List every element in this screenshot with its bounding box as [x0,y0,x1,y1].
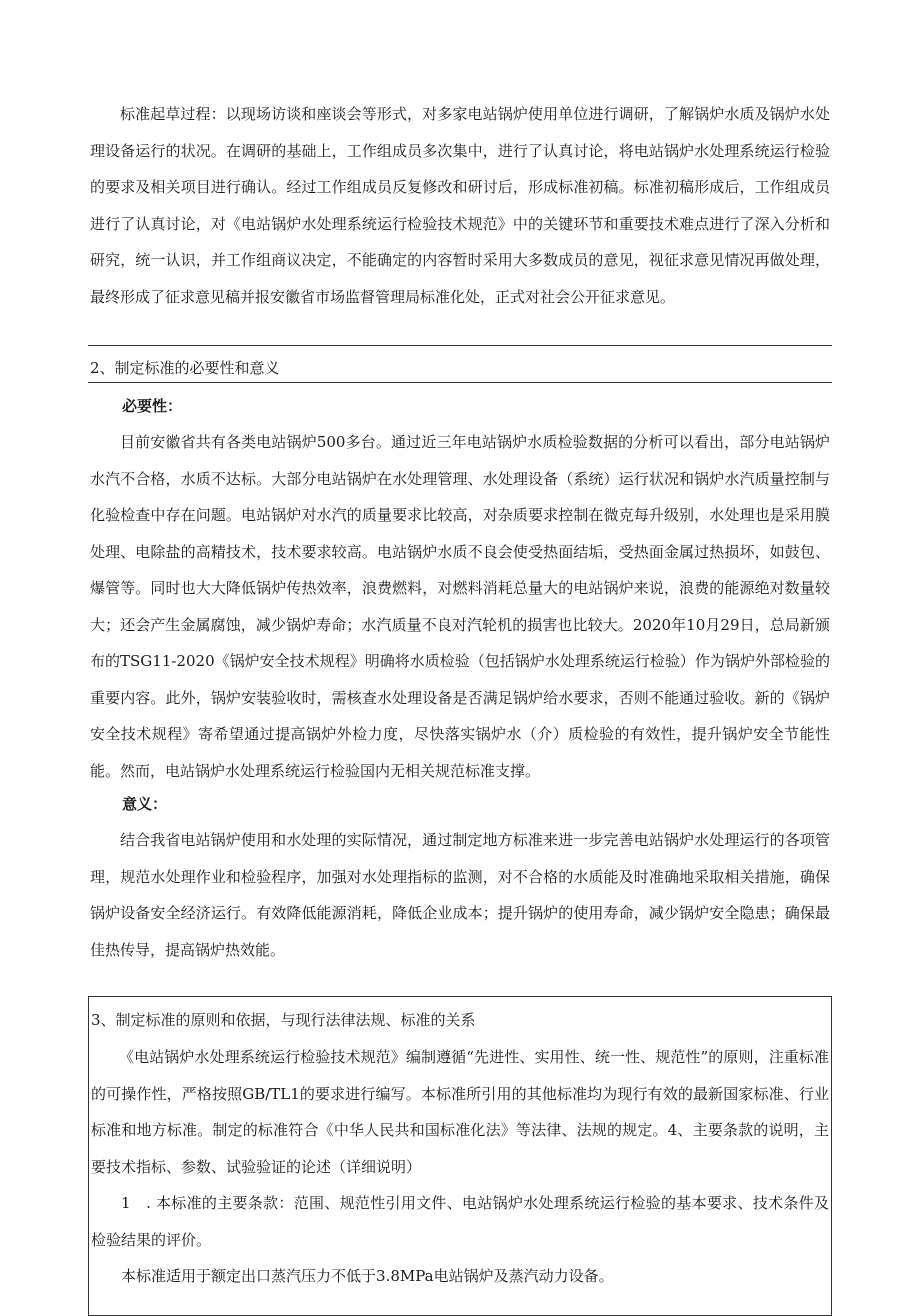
section3-paragraph: 《电站锅炉水处理系统运行检验技术规范》编制遵循“先进性、实用性、统一性、规范性”的原则，注重标准的可操作性，严格按照GB/TL1的要求进行编写。本标准所引用的其他标准均为现行有效的最新国家标准、行业标准和地方标准。制定的标准符合《中华人民共和国标准化法》等法律、法规的规定。4、主要条款的说明，主要技术指标、参数、试验验证的论述（详细说明） [91,1048,829,1176]
meaning-paragraph: 结合我省电站锅炉使用和水处理的实际情况，通过制定地方标准来进一步完善电站锅炉水处理运行的各项管理，规范水处理作业和检验程序，加强对水处理指标的监测，对不合格的水质能及时准确地采取相关措施，确保锅炉设备安全经济运行。有效降低能源消耗，降低企业成本；提升锅炉的使用寿命，减少锅炉安全隐患；确保最佳热传导，提高锅炉热效能。 [90,831,830,959]
section-divider-bottom [88,382,832,383]
main-clauses-paragraph: 1 . 本标准的主要条款：范围、规范性引用文件、电站锅炉水处理系统运行检验的基本要求、技术条件及检验结果的评价。 [91,1194,829,1249]
meaning-label: 意义： [122,795,168,813]
necessity-paragraph: 目前安徽省共有各类电站锅炉500多台。通过近三年电站锅炉水质检验数据的分析可以看出，部分电站锅炉水汽不合格，水质不达标。大部分电站锅炉在水处理管理、水处理设备（系统）运行状况和锅炉水汽质量控制与化验检查中存在问题。电站锅炉对水汽的质量要求比较高，对杂质要求控制在微克每升级别，水处理也是采用膜处理、电除盐的高精技术，技术要求较高。电站锅炉水质不良会使受热面结垢，受热面金属过热损坏，如鼓包、爆管等。同时也大大降低锅炉传热效率，浪费燃料，对燃料消耗总量大的电站锅炉来说，浪费的能源绝对数量较大；还会产生金属腐蚀，减少锅炉寿命；水汽质量不良对汽轮机的损害也比较大。2020年10月29日，总局新颁布的TSG11-2020《锅炉安全技术规程》明确将水质检验（包括锅炉水处理系统运行检验）作为锅炉外部检验的重要内容。此外，锅炉安装验收时，需核查水处理设备是否满足锅炉给水要求，否则不能通过验收。新的《锅炉安全技术规程》寄希望通过提高锅炉外检力度，尽快落实锅炉水（介）质检验的有效性，提升锅炉安全节能性能。然而，电站锅炉水处理系统运行检验国内无相关规范标准支撑。 [90,433,830,780]
drafting-process-paragraph: 标准起草过程：以现场访谈和座谈会等形式，对多家电站锅炉使用单位进行调研，了解锅炉水质及锅炉水处理设备运行的状况。在调研的基础上，工作组成员多次集中，进行了认真讨论，将电站锅炉水处理系统运行检验的要求及相关项目进行确认。经过工作组成员反复修改和研讨后，形成标准初稿。标准初稿形成后，工作组成员进行了认真讨论，对《电站锅炉水处理系统运行检验技术规范》中的关键环节和重要技术难点进行了深入分析和研究，统一认识，并工作组商议决定，不能确定的内容暂时采用大多数成员的意见，视征求意见情况再做处理，最终形成了征求意见稿并报安徽省市场监督管理局标准化处，正式对社会公开征求意见。 [90,105,830,306]
section2-heading: 2、制定标准的必要性和意义 [90,359,280,377]
necessity-label: 必要性： [122,397,183,415]
section-divider-top [88,345,832,346]
section3-heading: 3、制定标准的原则和依据，与现行法律法规、标准的关系 [91,1011,476,1029]
section3-box [88,996,832,1316]
scope-paragraph: 本标准适用于额定出口蒸汽压力不低于3.8MPa电站锅炉及蒸汽动力设备。 [121,1267,614,1285]
